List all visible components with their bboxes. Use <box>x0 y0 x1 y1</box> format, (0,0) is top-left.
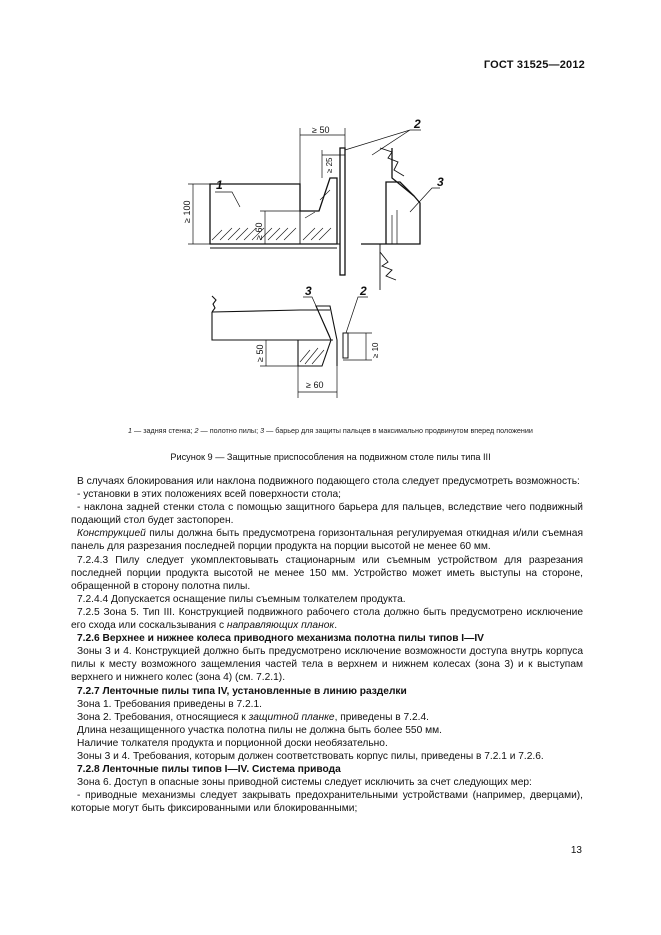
paragraph-text: , приведены в 7.2.4. <box>334 711 429 723</box>
dim-label-ge60-lower: ≥ 60 <box>306 380 324 390</box>
saw-blade-top <box>340 148 345 275</box>
dim-label-ge50-top: ≥ 50 <box>312 125 330 135</box>
document-code: ГОСТ 31525—2012 <box>483 59 585 71</box>
paragraph-text: 7.2.5 Зона 5. Тип III. Конструкцией подвижного рабочего стола должно быть предусмотрено исключение его схода или соскальзывания с <box>71 606 583 632</box>
leader-1 <box>215 192 240 207</box>
section-heading: 7.2.6 Верхнее и нижнее колеса приводного механизма полотна пилы типов I—IV <box>77 633 484 645</box>
paragraph: Зона 1. Требования приведены в 7.2.1. <box>77 698 262 710</box>
dim-label-ge25: ≥ 25 <box>325 157 334 173</box>
figure-caption: Рисунок 9 — Защитные приспособления на подвижном столе пилы типа III <box>170 452 491 462</box>
dim-label-ge10: ≥ 10 <box>371 342 380 358</box>
paragraph: В случаях блокирования или наклона подвижного подающего стола следует предусмотреть возможность: <box>77 476 580 487</box>
paragraph: 7.2.4.4 Допускается оснащение пилы съемным толкателем продукта. <box>77 593 406 605</box>
legend-text-1: — задняя стенка; <box>132 426 195 435</box>
body-text <box>71 475 583 815</box>
paragraph: Наличие толкателя продукта и порционной доски необязательно. <box>77 737 388 749</box>
callout-3-bottom: 3 <box>305 284 312 298</box>
dim-ge50-lower <box>260 340 298 366</box>
right-table-profile <box>361 148 420 244</box>
list-item: - наклона задней стенки стола с помощью защитного барьера для пальцев, вследствие чего подвижный подающий стол будет застопорен. <box>71 502 583 527</box>
callout-3-top: 3 <box>437 175 444 189</box>
legend-num-1: 1 <box>128 426 133 435</box>
paragraph: Длина незащищенного участка полотна пилы не должна быть более 550 мм. <box>77 724 442 736</box>
italic-term: Конструкцией <box>77 528 146 540</box>
paragraph-text: Зона 2. Требования, относящиеся к <box>77 711 249 723</box>
figure-legend <box>0 426 661 435</box>
dim-label-ge50-lower: ≥ 50 <box>255 344 265 362</box>
break-line-bottom <box>380 252 396 280</box>
leader-2-top <box>345 130 421 155</box>
barrier-inner <box>392 210 397 244</box>
leader-3-top <box>410 188 440 212</box>
dim-ge60-vert <box>260 211 300 244</box>
paragraph: 7.2.4.3 Пилу следует укомплектовывать стационарным или съемным устройством для разрезания последней порции продукта высотой не менее 150 мм. Устройство может иметь выступы на стороне, обращенной в сторону полотна пилы. <box>71 554 583 592</box>
leader-3-bottom <box>303 297 330 337</box>
legend-num-2: 2 <box>194 426 199 435</box>
legend-text-2: — полотно пилы; <box>198 426 261 435</box>
paragraph <box>71 527 583 553</box>
leader-2-bottom <box>346 297 368 333</box>
callout-1: 1 <box>216 178 223 192</box>
figure-9-drawing <box>0 0 661 420</box>
paragraph <box>71 606 583 632</box>
callout-2-bottom: 2 <box>360 284 367 298</box>
paragraph-text: пилы должна быть предусмотрена горизонтальная регулируемая откидная и/или съемная панель для разрезания последней порции продукта на порции высотой не менее 60 мм. <box>71 528 583 553</box>
list-item: - установки в этих положениях всей поверхности стола; <box>77 489 341 501</box>
barrier-profile <box>386 182 414 244</box>
saw-blade-bottom <box>343 333 348 358</box>
wall-hatch <box>212 190 331 240</box>
list-item: - приводные механизмы следует закрывать предохранительными устройствами (например, дверцами), которые могут быть фиксированными или блокированными; <box>71 790 583 815</box>
paragraph: Зоны 3 и 4. Конструкцией должно быть предусмотрено исключение возможности доступа внутрь корпуса пилы к месту возможного защемления частей тела в верхнем и нижнем колесах (зона 3) и к выступам верхнего и нижнего колес (зона 4) (см. 7.2.1). <box>71 646 583 684</box>
dim-label-ge60-vert: ≥ 60 <box>254 222 264 240</box>
legend-text-3: — барьер для защиты пальцев в максимально продвинутом вперед положении <box>264 426 533 435</box>
paragraph: Зона 6. Доступ в опасные зоны приводной системы следует исключить за счет следующих мер: <box>77 777 532 789</box>
dim-ge50-top <box>300 128 345 184</box>
legend-num-3: 3 <box>260 426 265 435</box>
paragraph: Зоны 3 и 4. Требования, которым должен соответствовать корпус пилы, приведены в 7.2.1 и 7.2.6. <box>77 750 544 762</box>
section-heading: 7.2.8 Ленточные пилы типов I—IV. Система привода <box>77 764 341 776</box>
dim-label-ge100: ≥ 100 <box>182 200 192 223</box>
paragraph <box>71 711 583 724</box>
paragraph-text: . <box>334 620 338 632</box>
italic-term: направляющих планок <box>226 620 335 632</box>
italic-term: защитной планке <box>248 711 335 723</box>
section-heading: 7.2.7 Ленточные пилы типа IV, установленные в линию разделки <box>77 685 407 697</box>
lower-barrier-hatch <box>300 348 324 364</box>
page-number: 13 <box>570 845 582 856</box>
callout-2-top: 2 <box>414 117 421 131</box>
